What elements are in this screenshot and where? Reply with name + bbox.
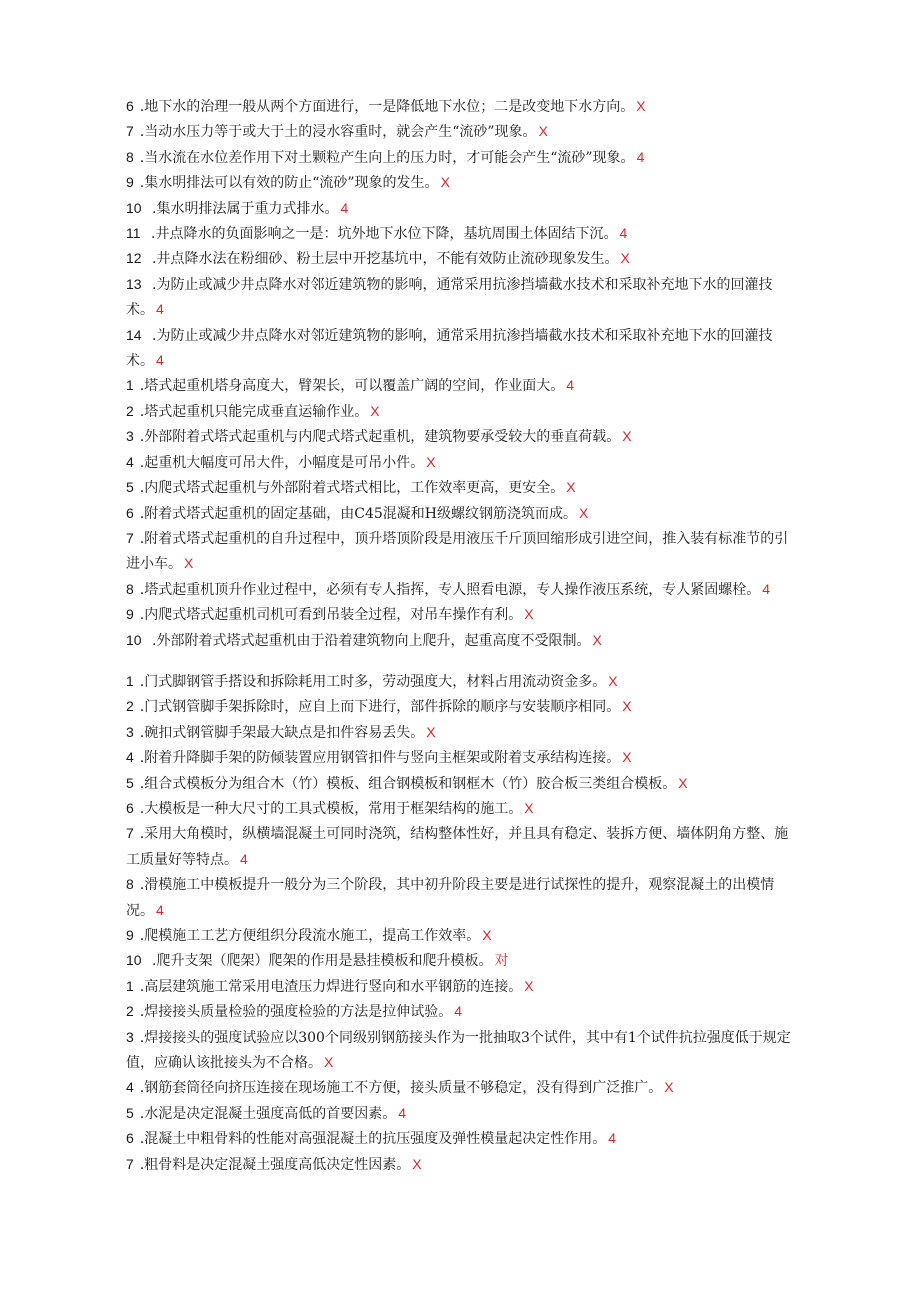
question-text: .采用大角模时，纵横墙混凝土可同时浇筑，结构整体性好，并且具有稳定、装拆方便、墙体阴角方整、施工质量好等特点。 (126, 826, 789, 868)
question-item (126, 872, 792, 923)
question-text: .井点降水的负面影响之一是：坑外地下水位下降，基坑周围土体固结下沉。 (146, 226, 618, 243)
question-text: .水泥是决定混凝土强度高低的首要因素。 (139, 1105, 397, 1122)
question-number: 6 (126, 504, 134, 521)
question-text: .附着升降脚手架的防倾装置应用钢管扣件与竖向主框架或附着支承结构连接。 (139, 750, 621, 767)
answer-mark: X (524, 799, 534, 816)
question-number: 10 (126, 952, 142, 969)
question-number: 3 (126, 1028, 134, 1045)
question-item (126, 628, 792, 653)
question-list (126, 94, 792, 1177)
answer-mark: 4 (636, 148, 645, 165)
question-item (126, 399, 792, 424)
question-number: 2 (126, 402, 134, 419)
question-text: .为防止或减少井点降水对邻近建筑物的影响，通常采用抗渗挡墙截水技术和采取补充地下水的回灌技术。 (126, 327, 773, 370)
question-number: 7 (126, 123, 134, 140)
question-number: 7 (126, 1155, 134, 1172)
question-text: .塔式起重机顶升作业过程中，必须有专人指挥，专人照看电源，专人操作液压系统，专人紧固螺栓。 (139, 581, 761, 598)
question-item (126, 246, 792, 271)
answer-mark: X (370, 402, 380, 419)
question-item (126, 501, 792, 526)
question-item (126, 1075, 792, 1100)
question-item (126, 694, 792, 719)
question-text: .当水流在水位差作用下对土颗粒产生向上的压力时，才可能会产生“流砂”现象。 (139, 149, 635, 166)
question-text: .附着式塔式起重机的自升过程中，顶升塔顶阶段是用液压千斤顶回缩形成引进空间，推入装有标准节的引进小车。 (126, 530, 789, 573)
answer-mark: 4 (608, 1130, 617, 1147)
question-number: 1 (126, 977, 134, 994)
answer-mark: X (324, 1054, 334, 1071)
question-number: 5 (126, 479, 134, 496)
answer-mark: 4 (240, 850, 248, 867)
answer-mark: X (566, 479, 576, 496)
question-text: .钢筋套筒径向挤压连接在现场施工不方便，接头质量不够稳定，没有得到广泛推广。 (139, 1080, 663, 1097)
question-item (126, 1101, 792, 1126)
answer-mark: 4 (340, 199, 349, 216)
section-one (126, 94, 792, 653)
question-number: 12 (126, 250, 142, 267)
answer-mark: X (622, 749, 632, 766)
question-text: .大模板是一种大尺寸的工具式模板，常用于框架结构的施工。 (139, 800, 523, 817)
section-two (126, 669, 792, 1177)
question-item (126, 745, 792, 770)
question-text: .碗扣式钢管脚手架最大缺点是扣件容易丢失。 (139, 724, 425, 741)
answer-mark: 4 (454, 1003, 463, 1020)
question-number: 7 (126, 529, 134, 546)
question-item (126, 577, 792, 602)
question-item (126, 119, 792, 144)
question-number: 8 (126, 580, 134, 597)
question-text: .爬模施工工艺方便组织分段流水施工，提高工作效率。 (139, 928, 481, 944)
question-item (126, 272, 792, 323)
question-text: .附着式塔式起重机的固定基础，由C45混凝和H级螺纹钢筋浇筑而成。 (139, 505, 577, 522)
question-text: .高层建筑施工常采用电渣压力焊进行竖向和水平钢筋的连接。 (139, 978, 523, 995)
question-text: .组合式模板分为组合木（竹）模板、组合钢模板和钢框木（竹）胶合板三类组合模板。 (139, 775, 677, 792)
question-item (126, 1126, 792, 1151)
question-text: .焊接接头质量检验的强度检验的方法是拉伸试验。 (139, 1004, 453, 1021)
question-item (126, 1025, 792, 1076)
question-item (126, 602, 792, 627)
question-item (126, 974, 792, 999)
answer-mark: X (578, 504, 589, 521)
question-item (126, 999, 792, 1024)
question-text: .内爬式塔式起重机与外部附着式塔式相比，工作效率更高，更安全。 (139, 480, 565, 497)
question-number: 4 (126, 453, 134, 470)
question-number: 11 (126, 225, 141, 242)
answer-mark: 4 (156, 352, 164, 369)
answer-mark: X (664, 1079, 674, 1096)
question-text: .滑模施工中模板提升一般分为三个阶段，其中初升阶段主要是进行试探性的提升，观察混凝土的出模情况。 (126, 877, 775, 919)
answer-mark: 4 (156, 901, 164, 918)
answer-mark: X (426, 453, 436, 470)
answer-mark: X (524, 606, 534, 623)
answer-mark: 4 (156, 301, 164, 318)
question-number: 9 (126, 174, 134, 191)
question-item (126, 221, 792, 246)
question-text: .内爬式塔式起重机司机可看到吊装全过程，对吊车操作有利。 (139, 607, 523, 624)
question-text: .外部附着式塔式起重机与内爬式塔式起重机，建筑物要承受较大的垂直荷载。 (139, 429, 621, 446)
question-number: 7 (126, 825, 134, 842)
question-item (126, 196, 792, 221)
question-text: .门式脚钢管手搭设和拆除耗用工时多，劳动强度大，材料占用流动资金多。 (139, 673, 607, 690)
question-number: 9 (126, 606, 134, 623)
question-text: .集水明排法属于重力式排水。 (147, 200, 339, 217)
question-item (126, 323, 792, 374)
question-item (126, 94, 792, 119)
question-number: 1 (126, 377, 134, 394)
question-item (126, 720, 792, 745)
question-text: .混凝土中粗骨料的性能对高强混凝土的抗压强度及弹性模量起决定性作用。 (139, 1131, 607, 1148)
answer-mark: X (608, 672, 618, 689)
question-number: 5 (126, 1104, 134, 1121)
question-item (126, 1152, 792, 1177)
answer-mark: X (620, 250, 630, 267)
question-text: .起重机大幅度可吊大件，小幅度是可吊小件。 (139, 454, 425, 471)
question-number: 8 (126, 876, 134, 893)
question-number: 6 (126, 1130, 134, 1147)
question-number: 4 (126, 749, 134, 766)
answer-mark: X (636, 98, 646, 114)
question-number: 13 (126, 275, 142, 292)
answer-mark: X (622, 428, 632, 445)
question-number: 10 (126, 199, 142, 216)
question-number: 10 (126, 631, 142, 648)
question-number: 6 (126, 98, 134, 114)
question-item (126, 450, 792, 475)
question-item (126, 821, 792, 872)
question-text: .塔式起重机塔身高度大，臂架长，可以覆盖广阔的空间，作业面大。 (139, 378, 565, 395)
answer-mark: X (440, 174, 450, 191)
answer-mark: X (538, 123, 548, 140)
question-number: 4 (126, 1079, 134, 1096)
question-item (126, 948, 792, 973)
question-item (126, 475, 792, 500)
question-item (126, 373, 792, 398)
question-text: .井点降水法在粉细砂、粉土层中开挖基坑中，不能有效防止流砂现象发生。 (147, 251, 619, 268)
question-number: 9 (126, 927, 134, 943)
question-text: .粗骨料是决定混凝土强度高低决定性因素。 (139, 1156, 411, 1173)
question-number: 2 (126, 1003, 134, 1020)
answer-mark: 4 (398, 1104, 407, 1121)
answer-mark: 4 (762, 580, 771, 597)
question-text: .爬升支架（爬架）爬架的作用是悬挂模板和爬升模板。 (147, 953, 493, 970)
question-item (126, 526, 792, 577)
answer-mark: 4 (566, 377, 575, 394)
answer-mark: X (592, 631, 602, 648)
question-text: .地下水的治理一般从两个方面进行，一是降低地下水位；二是改变地下水方向。 (139, 99, 635, 115)
question-item (126, 796, 792, 821)
section-gap (126, 653, 792, 669)
question-text: .塔式起重机只能完成垂直运输作业。 (139, 403, 369, 420)
answer-mark: X (678, 774, 688, 791)
question-text: .集水明排法可以有效的防止“流砂”现象的发生。 (139, 175, 439, 192)
question-item (126, 923, 792, 948)
answer-mark: 4 (619, 225, 628, 242)
question-number: 6 (126, 799, 134, 816)
answer-mark: X (482, 927, 492, 943)
question-item (126, 145, 792, 170)
question-text: .当动水压力等于或大于土的浸水容重时，就会产生“流砂”现象。 (139, 124, 537, 141)
answer-mark: X (524, 977, 534, 994)
question-number: 5 (126, 774, 134, 791)
question-number: 14 (126, 326, 142, 343)
question-text: .门式钢管脚手架拆除时，应自上而下进行，部件拆除的顺序与安装顺序相同。 (139, 699, 621, 716)
answer-mark: X (184, 555, 194, 572)
question-text: .为防止或减少井点降水对邻近建筑物的影响，通常采用抗渗挡墙截水技术和采取补充地下水的回灌技术。 (126, 276, 773, 319)
question-number: 3 (126, 428, 134, 445)
question-item (126, 170, 792, 195)
question-item (126, 771, 792, 796)
question-item (126, 424, 792, 449)
answer-mark: X (412, 1155, 422, 1172)
question-text: .外部附着式塔式起重机由于沿着建筑物向上爬升，起重高度不受限制。 (147, 632, 591, 649)
question-number: 8 (126, 148, 134, 165)
question-number: 3 (126, 723, 134, 740)
answer-mark: X (426, 723, 436, 740)
answer-mark: X (622, 698, 632, 715)
question-item (126, 669, 792, 694)
answer-mark: 对 (494, 953, 509, 970)
question-number: 2 (126, 698, 134, 715)
question-number: 1 (126, 672, 134, 689)
question-text: .焊接接头的强度试验应以300个同级别钢筋接头作为一批抽取3个试件，其中有1个试件抗拉强度低于规定值，应确认该批接头为不合格。 (126, 1029, 791, 1072)
